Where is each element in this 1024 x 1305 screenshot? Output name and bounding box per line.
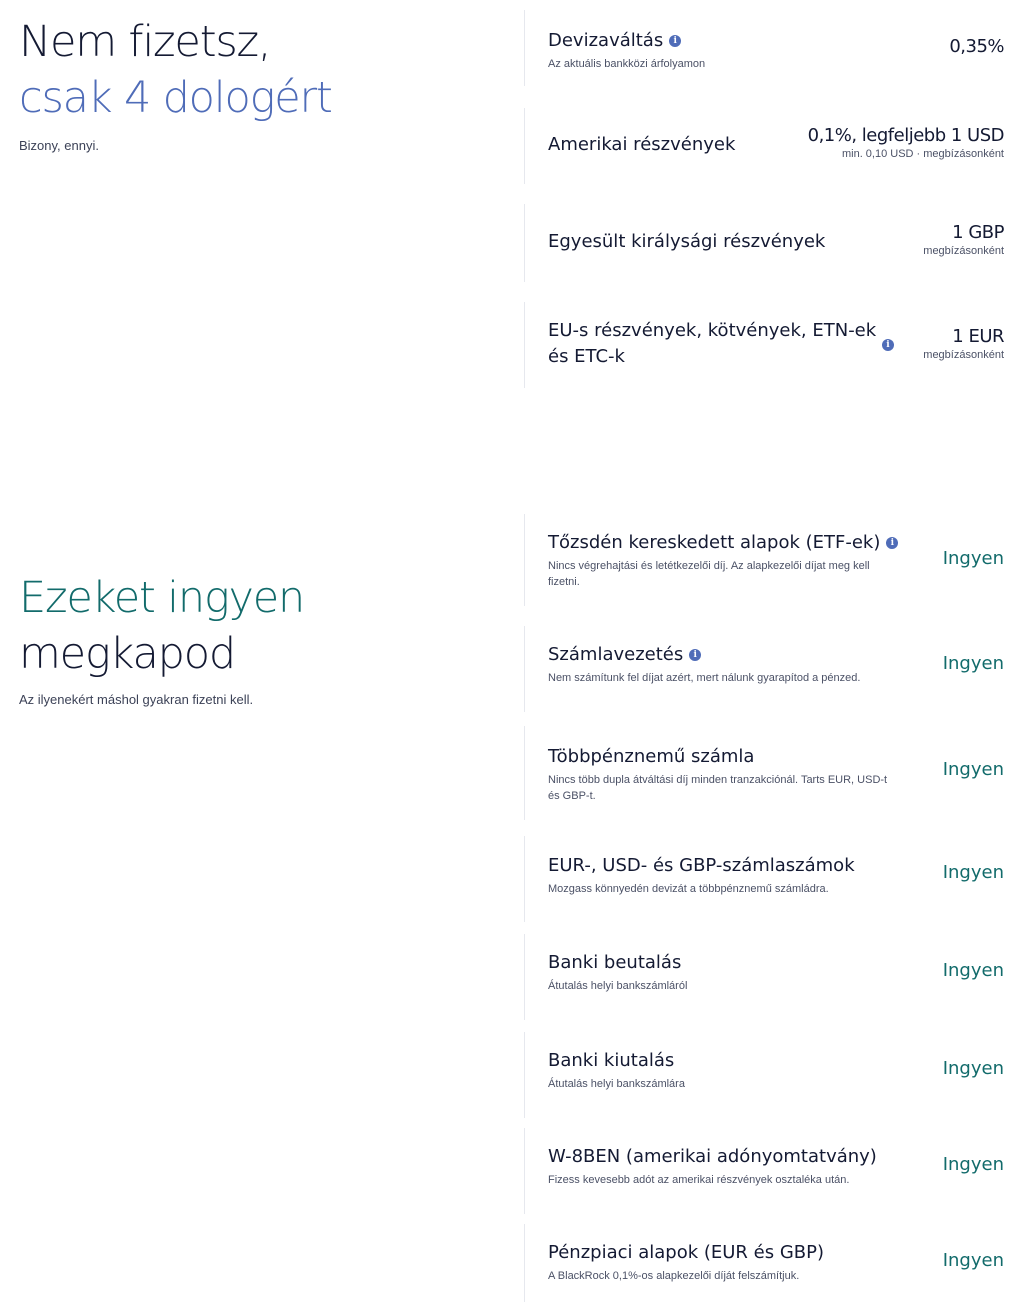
free-heading-line1: Ezeket ingyen (19, 573, 305, 623)
fee-title-line1: EU-s részvények, kötvények, ETN-ek (548, 320, 877, 341)
paid-fees-section (0, 0, 1024, 400)
info-icon[interactable]: i (669, 35, 681, 47)
fee-title: Amerikai részvények (548, 134, 736, 155)
free-intro (19, 570, 304, 707)
free-title: Számlavezetés (548, 644, 684, 665)
paid-heading-line2: csak 4 dologért (19, 73, 332, 123)
fee-title: Egyesült királysági részvények (548, 231, 826, 252)
fee-row-fx (524, 10, 1004, 86)
fee-desc: Az aktuális bankközi árfolyamon (548, 58, 706, 70)
free-row-etf (524, 514, 1004, 606)
free-desc-line1: Nincs végrehajtási és letétkezelői díj. Az alapkezelői díjat meg kell (548, 560, 870, 572)
fee-price-sub: min. 0,10 USD · megbízásonként (841, 148, 1004, 160)
fee-row-uk-stocks (524, 204, 1004, 282)
fee-title: Devizaváltás (548, 30, 664, 51)
free-value: Ingyen (942, 1250, 1004, 1271)
paid-subtitle: Bizony, ennyi. (19, 138, 99, 153)
free-desc-line2: fizetni. (548, 576, 580, 588)
paid-intro (19, 14, 332, 153)
free-value: Ingyen (942, 960, 1004, 981)
free-heading-line2: megkapod (19, 629, 235, 679)
fee-row-us-stocks (524, 108, 1004, 184)
fee-price: 0,35% (949, 36, 1004, 57)
fee-row-eu-stocks (524, 302, 1004, 388)
free-desc-line1: Nem számítunk fel díjat azért, mert nálunk gyarapítod a pénzed. (548, 672, 861, 684)
free-row-money-market (524, 1224, 1004, 1302)
free-desc-line1: Mozgass könnyedén devizát a többpénznemű számládra. (548, 883, 829, 895)
free-row-w8ben (524, 1128, 1004, 1214)
free-value: Ingyen (942, 1154, 1004, 1175)
fee-price: 1 GBP (952, 222, 1004, 243)
free-title: Tőzsdén kereskedett alapok (ETF-ek) (548, 532, 881, 553)
free-value: Ingyen (942, 862, 1004, 883)
free-desc-line2: és GBP-t. (548, 790, 596, 802)
free-row-bank-deposit (524, 934, 1004, 1020)
free-desc-line1: Nincs több dupla átváltási díj minden tranzakciónál. Tarts EUR, USD-t (548, 774, 888, 786)
info-icon[interactable]: i (886, 537, 898, 549)
fee-title-line2: és ETC-k (548, 346, 625, 367)
free-value: Ingyen (942, 548, 1004, 569)
free-desc-line1: Átutalás helyi bankszámláról (548, 980, 688, 992)
free-row-multicurrency (524, 726, 1004, 820)
free-title: Banki beutalás (548, 952, 682, 973)
fee-price: 1 EUR (952, 326, 1004, 347)
free-features-section (0, 510, 1024, 1305)
free-row-account-numbers (524, 836, 1004, 922)
fee-price-sub: megbízásonként (923, 349, 1004, 361)
free-value: Ingyen (942, 653, 1004, 674)
paid-heading-line1: Nem fizetsz, (19, 17, 271, 67)
free-title: W-8BEN (amerikai adónyomtatvány) (548, 1146, 877, 1167)
free-row-account (524, 626, 1004, 712)
free-title: Banki kiutalás (548, 1050, 675, 1071)
free-row-bank-withdrawal (524, 1032, 1004, 1118)
fee-price-sub: megbízásonként (923, 245, 1004, 257)
free-value: Ingyen (942, 1058, 1004, 1079)
info-icon[interactable]: i (882, 339, 894, 351)
fee-price: 0,1%, legfeljebb 1 USD (807, 125, 1004, 146)
free-subtitle: Az ilyenekért máshol gyakran fizetni kell. (19, 692, 254, 707)
free-value: Ingyen (942, 759, 1004, 780)
info-icon[interactable]: i (689, 649, 701, 661)
free-desc-line1: A BlackRock 0,1%-os alapkezelői díját felszámítjuk. (548, 1270, 800, 1282)
free-title: EUR-, USD- és GBP-számlaszámok (548, 855, 855, 876)
free-title: Pénzpiaci alapok (EUR és GBP) (548, 1242, 825, 1263)
free-title: Többpénznemű számla (548, 746, 755, 767)
free-desc-line1: Fizess kevesebb adót az amerikai részvények osztaléka után. (548, 1174, 850, 1186)
free-desc-line1: Átutalás helyi bankszámlára (548, 1078, 685, 1090)
